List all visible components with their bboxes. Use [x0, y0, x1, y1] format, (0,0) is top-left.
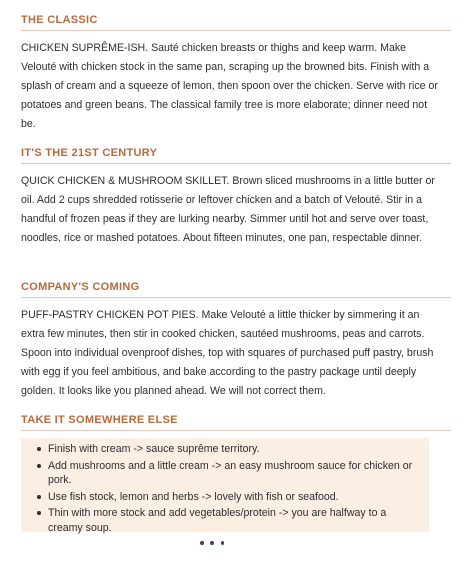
section-body: QUICK CHICKEN & MUSHROOM SKILLET. Brown sliced mushrooms in a little butter or oil. Add 2 cups shredded rotisserie or leftover chicken and a batch of Velouté. Stir in a handful of frozen peas if they are lurking nearby. Simmer until hot and serve over toast, noodles, rice or mashed potatoes. About fifteen minutes, one pan, respectable dinner. [21, 175, 435, 244]
list-item [37, 459, 418, 488]
section-divider [21, 163, 451, 164]
bullet-icon [37, 495, 41, 499]
list-item-text: Use fish stock, lemon and herbs -> lovely with fish or seafood. [48, 490, 339, 503]
list-item-text: Add mushrooms and a little cream -> an easy mushroom sauce for chicken or pork. [48, 459, 413, 486]
more-dots-icon[interactable] [200, 539, 224, 547]
section-divider [21, 297, 451, 298]
list-item [37, 506, 418, 535]
section-heading: TAKE IT SOMEWHERE ELSE [21, 414, 178, 426]
section-divider [21, 430, 451, 431]
section-body: CHICKEN SUPRÊME-ISH. Sauté chicken breasts or thighs and keep warm. Make Velouté with chicken stock in the same pan, scraping up the browned bits. Finish with a splash of cream and a squeeze of lemon, then spoon over the chicken. Serve with rice or potatoes and green beans. The classical family tree is more elaborate; dinner need not be. [21, 42, 438, 130]
dot-icon [200, 541, 204, 545]
section-body: PUFF-PASTRY CHICKEN POT PIES. Make Velouté a little thicker by simmering it an extra few minutes, then stir in cooked chicken, sautéed mushrooms, peas and carrots. Spoon into individual ovenproof dishes, top with squares of purchased puff pastry, brush with egg if you feel ambitious, and bake according to the pastry package until deeply golden. It looks like you planned ahead. We will not correct them. [21, 309, 434, 397]
variations-list [21, 442, 429, 535]
bullet-icon [37, 464, 41, 468]
section-divider [21, 30, 451, 31]
section-heading: COMPANY'S COMING [21, 281, 140, 293]
list-item [37, 442, 418, 457]
bullet-icon [37, 511, 41, 515]
dot-icon [221, 541, 225, 545]
list-item-text: Finish with cream -> sauce suprême territory. [48, 443, 260, 455]
variations-callout [21, 438, 429, 532]
list-item-text: Thin with more stock and add vegetables/protein -> you are halfway to a creamy soup. [48, 507, 387, 534]
bullet-icon [37, 447, 41, 451]
list-item [37, 490, 418, 505]
dot-icon [210, 541, 214, 545]
section-heading: IT'S THE 21ST CENTURY [21, 147, 158, 159]
section-heading: THE CLASSIC [21, 14, 98, 26]
